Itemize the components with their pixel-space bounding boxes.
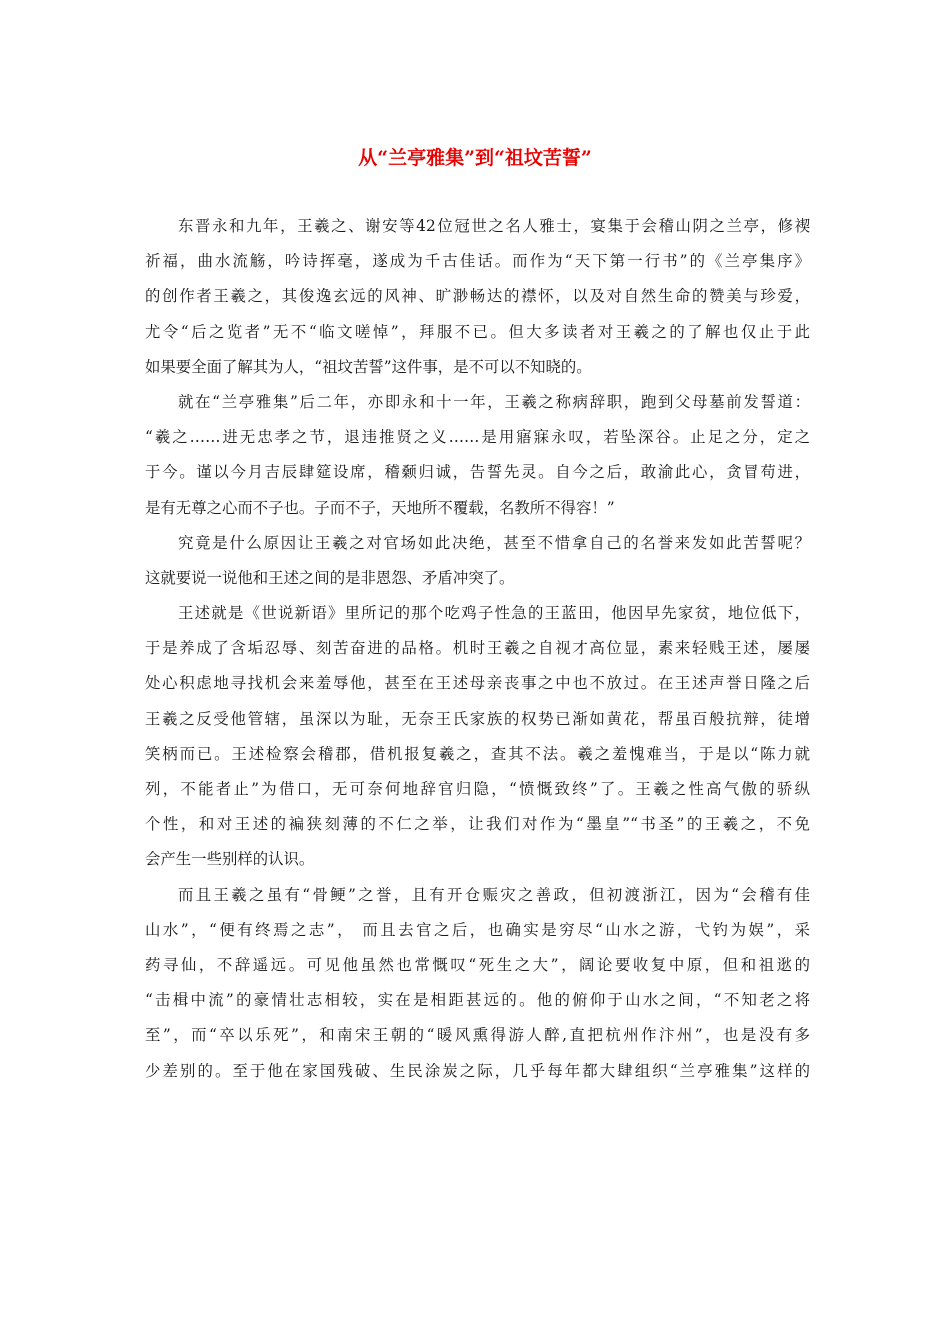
- text-line: 山水”，“便有终焉之志”， 而且去官之后，也确实是穷尽“山水之游，弋钓为娱”，采: [145, 920, 810, 939]
- text-line: 的创作者王羲之，其俊逸玄远的风神、旷渺畅达的襟怀，以及对自然生命的赞美与珍爱，: [145, 287, 810, 306]
- text-line: 王述就是《世说新语》里所记的那个吃鸡子性急的王蓝田，他因早先家贫，地位低下，: [178, 604, 810, 623]
- text-line: 于是养成了含垢忍辱、刻苦奋进的品格。机时王羲之自视才高位显，素来轻贱王述，屡屡: [145, 639, 810, 658]
- text-line: 而且王羲之虽有“骨鲠”之誉，且有开仓赈灾之善政，但初渡浙江，因为“会稽有佳: [178, 885, 810, 904]
- text-line: 个性，和对王述的褊狭刻薄的不仁之举，让我们对作为“墨皇”“书圣”的王羲之，不免: [145, 815, 810, 834]
- text-line: 尤令“后之览者”无不“临文嗟悼”，拜服不已。但大多读者对王羲之的了解也仅止于此: [145, 322, 810, 341]
- text-line: 就在“兰亭雅集”后二年，亦即永和十一年，王羲之称病辞职，跑到父母墓前发誓道：: [178, 392, 810, 411]
- text-line: “击楫中流”的豪情壮志相较，实在是相距甚远的。他的俯仰于山水之间，“不知老之将: [145, 991, 810, 1010]
- text-line: 如果要全面了解其为人，“祖坟苦誓”这件事，是不可以不知晓的。: [145, 357, 592, 376]
- text-line: 这就要说一说他和王述之间的是非恩怨、矛盾冲突了。: [145, 568, 515, 587]
- text-line: 列，不能者止”为借口，无可奈何地辞官归隐，“愤慨致终”了。王羲之性高气傲的骄纵: [145, 780, 810, 798]
- text-line: “羲之……进无忠孝之节，退违推贤之义……是用寤寐永叹，若坠深谷。止足之分，定之: [145, 428, 810, 447]
- text-line: 祈福，曲水流觞，吟诗挥毫，遂成为千古佳话。而作为“天下第一行书”的《兰亭集序》: [145, 252, 810, 271]
- text-line: 王羲之反受他管辖，虽深以为耻，无奈王氏家族的权势已渐如黄花，帮虽百般抗辩，徒增: [145, 709, 810, 728]
- text-line: 处心积虑地寻找机会来羞辱他，甚至在王述母亲丧事之中也不放过。在王述声誉日隆之后: [145, 674, 810, 693]
- text-line: 究竟是什么原因让王羲之对官场如此决绝，甚至不惜拿自己的名誉来发如此苦誓呢？: [178, 533, 810, 552]
- text-line: 是有无尊之心而不子也。子而不子，天地所不覆载，名教所不得容！”: [145, 498, 615, 517]
- text-line: 于今。谨以今月吉辰肆筵设席，稽颡归诚，告誓先灵。自今之后，敢渝此心，贪冒苟进，: [145, 463, 810, 482]
- text-line: 东晋永和九年，王羲之、谢安等42位冠世之名人雅士，宴集于会稽山阴之兰亭，修禊: [178, 217, 810, 235]
- document-title: 从“兰亭雅集”到“祖坟苦誓”: [358, 147, 592, 169]
- text-line: 少差别的。至于他在家国残破、生民涂炭之际，几乎每年都大肆组织“兰亭雅集”这样的: [145, 1061, 810, 1080]
- text-line: 笑柄而已。王述检察会稽郡，借机报复羲之，查其不法。羲之羞愧难当，于是以“陈力就: [145, 744, 810, 763]
- article-body: [145, 213, 810, 1093]
- text-line: 药寻仙，不辞遥远。可见他虽然也常慨叹“死生之大”，阔论要收复中原，但和祖逖的: [145, 955, 810, 974]
- text-line: 至”，而“卒以乐死”，和南宋王朝的“暖风熏得游人醉,直把杭州作汴州”，也是没有多: [145, 1026, 810, 1045]
- text-line: 会产生一些别样的认识。: [145, 850, 315, 869]
